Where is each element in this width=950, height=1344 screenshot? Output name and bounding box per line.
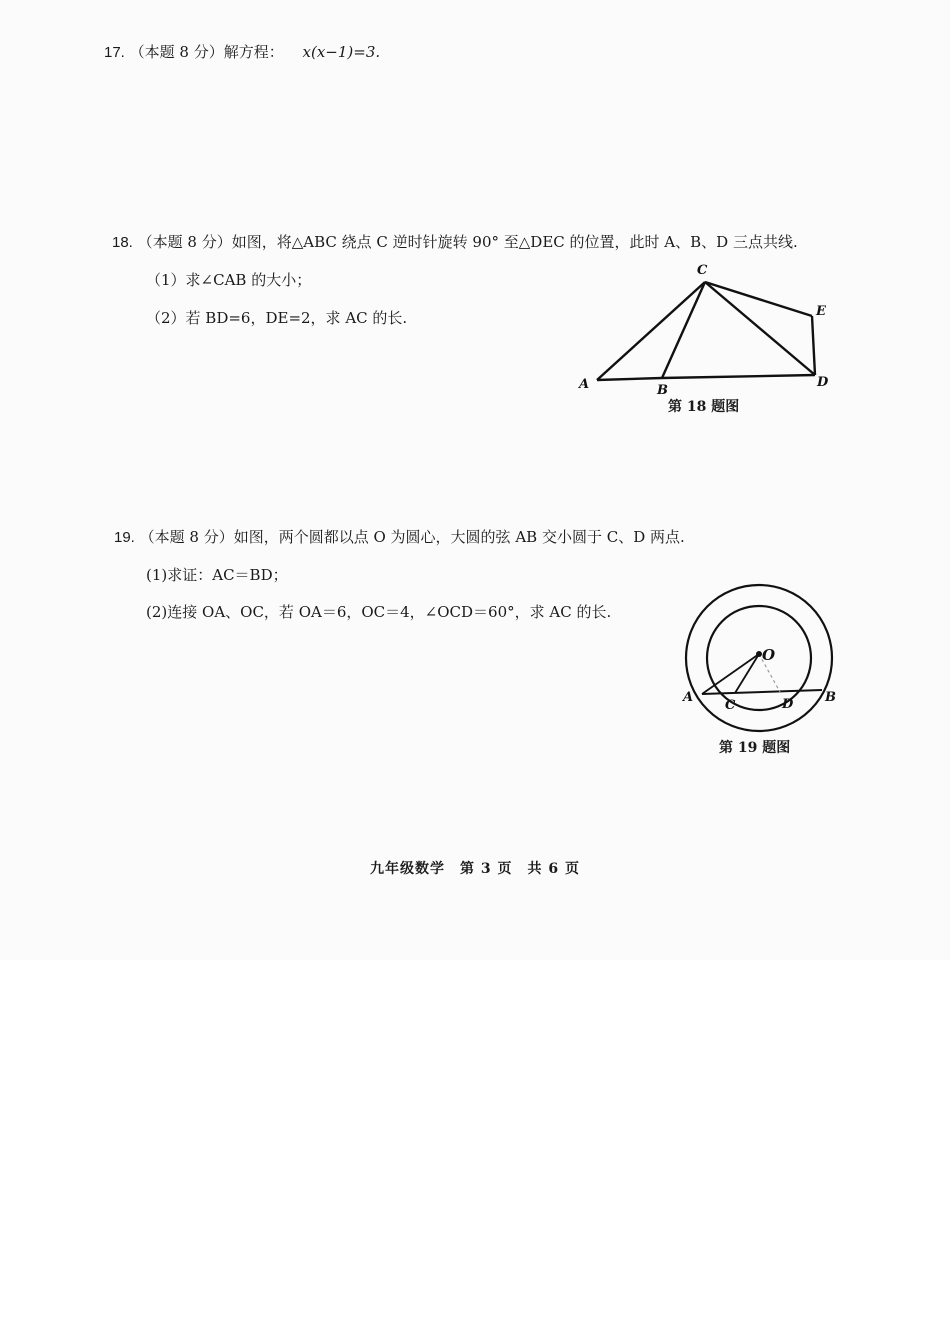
q17 bbox=[104, 42, 380, 63]
q18-label-C: C bbox=[697, 263, 708, 278]
q18-segment-CD bbox=[705, 282, 815, 375]
q19-figure bbox=[680, 584, 840, 734]
q18-stem: （本题 8 分）如图，将△ABC 绕点 C 逆时针旋转 90° 至△DEC 的位置，此时 A、B、D 三点共线. bbox=[137, 233, 798, 251]
q18-line-ABD bbox=[597, 375, 815, 380]
q18-segment-CB bbox=[662, 282, 705, 378]
q18-caption: 第 18 题图 bbox=[668, 399, 740, 415]
q18-label-E: E bbox=[816, 304, 826, 319]
q19-caption: 第 19 题图 bbox=[719, 740, 791, 756]
q19-label-O: O bbox=[762, 646, 776, 664]
q19-small-circle bbox=[707, 606, 811, 710]
q19-number: 19. bbox=[114, 529, 135, 546]
q18-segment-ED bbox=[812, 316, 815, 375]
q18-number: 18. bbox=[112, 234, 133, 251]
q18-part1: （1）求∠CAB 的大小； bbox=[146, 271, 312, 289]
q19-segment-OC bbox=[735, 654, 759, 693]
q19-label-B: B bbox=[825, 690, 836, 705]
q19-stem-line bbox=[114, 527, 685, 548]
q18-label-D: D bbox=[817, 375, 829, 390]
q19-label-A: A bbox=[683, 690, 694, 705]
q19-label-D: D bbox=[782, 697, 794, 712]
q18-segment-CA bbox=[597, 282, 705, 380]
q19-part2: (2)连接 OA、OC，若 OA＝6，OC＝4，∠OCD＝60°，求 AC 的长. bbox=[146, 603, 612, 621]
q18-segment-CE bbox=[705, 282, 812, 316]
q17-equation: x(x−1)=3. bbox=[302, 43, 381, 61]
q19-label-C: C bbox=[725, 698, 736, 713]
q17-points: （本题 8 分）解方程： bbox=[129, 43, 284, 61]
q18-figure bbox=[575, 260, 835, 400]
q18-label-A: A bbox=[579, 377, 590, 392]
q18-part2: （2）若 BD=6，DE=2，求 AC 的长. bbox=[146, 309, 408, 327]
q19-part1: (1)求证：AC＝BD； bbox=[146, 566, 288, 584]
q18-label-B: B bbox=[657, 383, 668, 398]
q18-stem-line bbox=[112, 232, 798, 253]
page-footer: 九年级数学 第 3 页 共 6 页 bbox=[370, 861, 580, 877]
q19-stem: （本题 8 分）如图，两个圆都以点 O 为圆心，大圆的弦 AB 交小圆于 C、D 两点. bbox=[139, 528, 685, 546]
q17-number: 17. bbox=[104, 44, 125, 61]
